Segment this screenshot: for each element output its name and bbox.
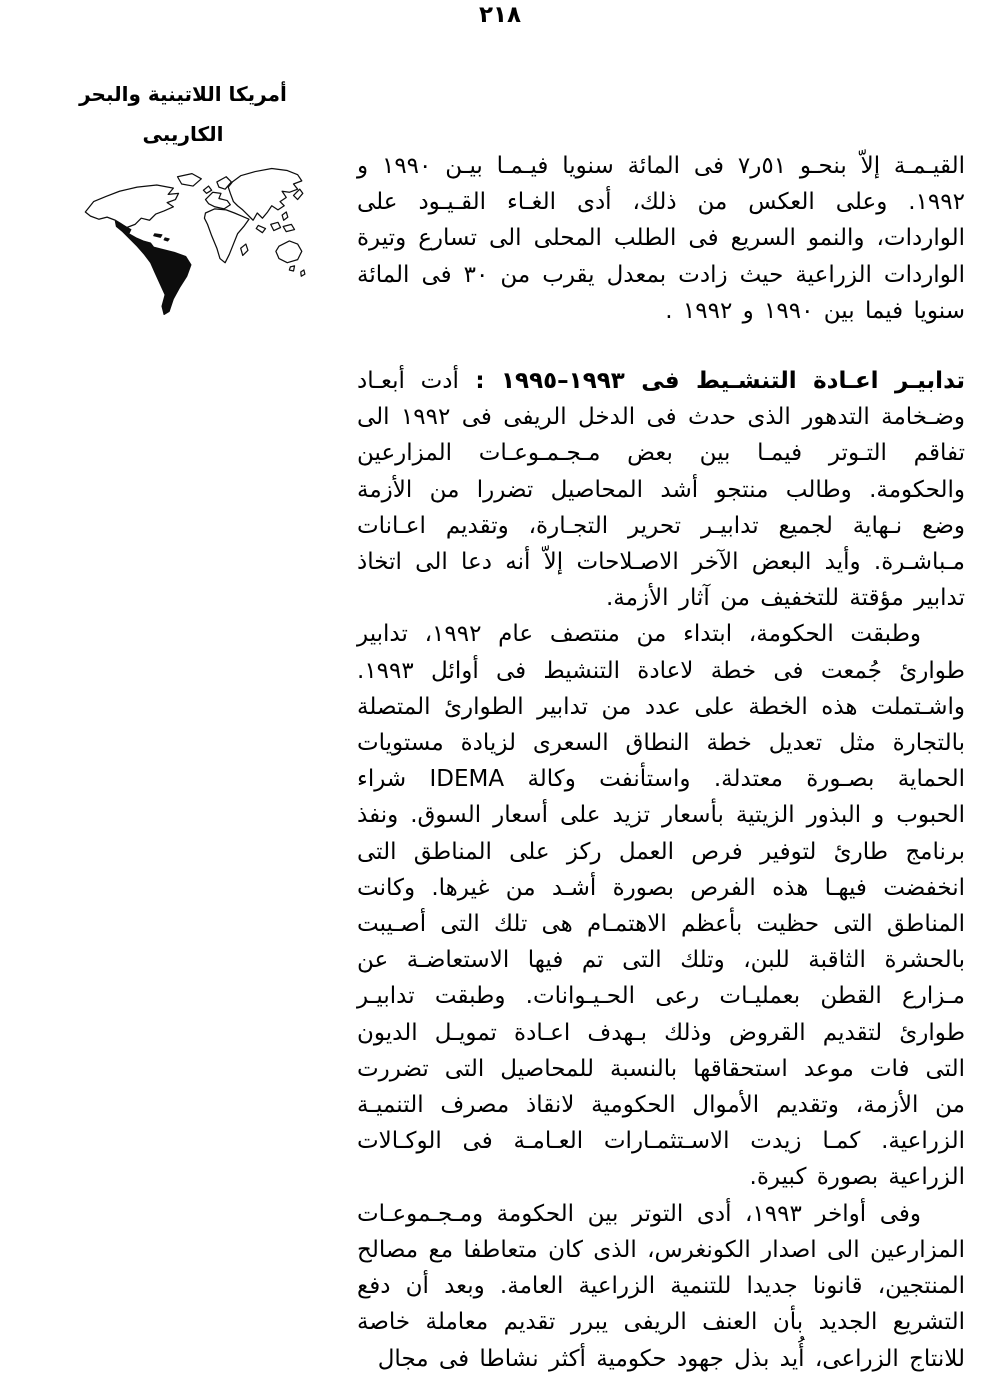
latin-america-highlight <box>115 221 191 314</box>
new-guinea-outline <box>283 224 294 231</box>
north-america-outline <box>85 185 178 227</box>
britain-outline <box>203 186 211 193</box>
paragraph-4 <box>357 1196 965 1377</box>
philippines-outline <box>282 212 288 220</box>
asia-outline <box>228 168 302 220</box>
tasmania-outline <box>289 266 294 271</box>
paragraph-2-text: أدت أبعـاد وضـخامة التدهور الذى حدث فى الدخل الريفى فى ١٩٩٢ الى تفاقم التـوتر فيمـا بين بعض مـجـمـوعـات المزارعين والحكومة. وطالب منتجو أشد المحاصيل تضررا من الأزمة وضع نـهاية لجميع تدابيـر تحرير التجـارة، وتقديم اعـانات مـباشـرة. وأيد البعض الآخر الاصـلاحات إلاّ أنه دعا الى اتخاذ تدابير مؤقتة للتخفيف من آثار الأزمة. <box>357 368 965 612</box>
paragraph-1 <box>357 148 965 329</box>
australia-outline <box>276 241 302 263</box>
paragraph-4-text: وفى أواخر ١٩٩٣، أدى التوتر بين الحكومة ومـجـموعـات المزارعين الى اصدار الكونغرس، الذى كان متعاطفا مع مصالح المنتجين، قانونا جديدا للتنمية الزراعية العامة. وبعد أن دفع التشريع الجديد بأن العنف الريفى يبرر تقديم معاملة خاصة للانتاج الزراعى، أُيد بذل جهود حكومية أكثر نشاطا فى مجال <box>357 1200 965 1372</box>
new-zealand-outline <box>301 270 305 276</box>
region-title-line2: الكاريبى <box>142 122 224 146</box>
greenland-outline <box>178 174 202 186</box>
paragraph-2 <box>357 363 965 616</box>
paragraph-3-text: وطبقت الحكومة، ابتداء من منتصف عام ١٩٩٢، تدابير طوارئ جُمعت فى خطة لاعادة التنشيط فى أوائل ١٩٩٣. واشـتملت هذه الخطة على عدد من تدابير الطوارئ المتصلة بالتجارة مثل تعديل خطة النطاق السعرى لزيادة مستويات الحماية بصـورة معتدلة. واستأنفت وكالة IDEMA شراء الحبوب و البذور الزيتية بأسعار تزيد على أسعار السوق. ونفذ برنامج طارئ لتوفير فرص العمل ركز على المناطق التى انخفضت فيهـا هذه الفرص بصورة أشـد من غيرها. وكانت المناطق التى حظيت بأعظم الاهتمـام هى تلك التى أصـيبت بالحشرة الثاقبة للبن، وتلك التى تم فيها الاستعاضـة عن مـزارع القطن بعمليـات رعى الحـيـوانات. وطبقت تدابيـر طوارئ لتقديم القروض وذلك بـهدف اعـادة تمويـل الديون التى فات موعد استحقاقها بالنسبة للمحاصيل التى تضررت من الأزمة، وتقديم الأموال الحكومية لانقاذ مصرف التنميـة الزراعية. كمـا زيدت الاسـتثمـارات العـامـة فى الوكـالات الزراعية بصورة كبيرة. <box>357 621 965 1191</box>
world-map-figure <box>76 162 308 322</box>
page-number: ٢١٨ <box>478 2 522 28</box>
region-title <box>58 74 308 154</box>
world-map-latin-america-highlighted-icon <box>76 162 308 322</box>
paragraph-1-text: القيـمـة إلاّ بنحـو ٥١ر٧ فى المائة سنويا فيـمـا بيـن ١٩٩٠ و ١٩٩٢. وعلى العكس من ذلك، أدى الغـاء القـيـود على الواردات، والنمو السريع فى الطلب المحلى الى تسارع وتيرة الواردات الزراعية حيث زادت بمعدل يقرب من ٣٠ فى المائة سنويا فيما بين ١٩٩٠ و ١٩٩٢ . <box>357 153 966 324</box>
caribbean-islands <box>154 234 170 241</box>
sumatra-java-outline <box>256 225 265 232</box>
europe-outline <box>205 192 230 209</box>
region-figure <box>58 74 308 322</box>
paragraph-2-heading: تدابيـر اعـادة التنشـيط فى ١٩٩٣–١٩٩٥ : <box>458 368 965 395</box>
borneo-outline <box>271 222 281 230</box>
madagascar-outline <box>241 244 248 255</box>
main-text-column <box>357 148 965 1377</box>
paragraph-3 <box>357 616 965 1195</box>
region-title-line1: أمريكا اللاتينية والبحر <box>79 82 287 106</box>
